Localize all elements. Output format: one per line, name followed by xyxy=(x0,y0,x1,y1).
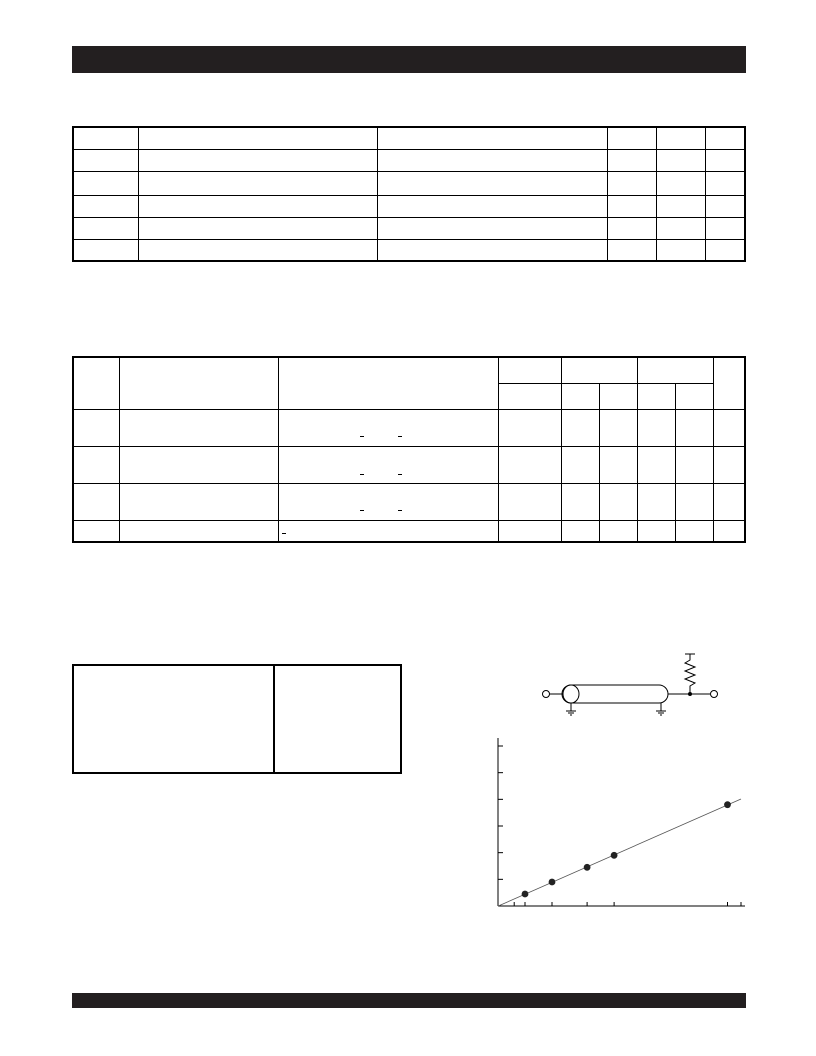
underline-mark xyxy=(398,510,402,511)
info-box xyxy=(72,664,402,774)
load-circuit-diagram xyxy=(530,645,730,725)
pull-up-resistor xyxy=(685,654,695,694)
underline-mark xyxy=(360,436,364,437)
table-row xyxy=(73,127,745,149)
trend-line xyxy=(498,799,741,906)
scatter-chart xyxy=(480,730,750,920)
header-bar xyxy=(72,46,746,73)
underline-mark xyxy=(360,510,364,511)
table-row xyxy=(73,217,745,239)
table-row xyxy=(73,520,745,542)
data-point xyxy=(584,864,591,871)
table-row xyxy=(73,149,745,171)
spec-table-2 xyxy=(72,356,746,543)
table-row xyxy=(73,483,745,520)
data-point xyxy=(611,852,618,859)
coaxial-line xyxy=(562,685,668,703)
info-box-row xyxy=(73,665,401,773)
table-row xyxy=(73,239,745,261)
table-header-row xyxy=(73,357,745,383)
junction-dot xyxy=(688,692,692,696)
underline-mark xyxy=(398,436,402,437)
footer-bar xyxy=(72,993,746,1008)
table-row xyxy=(73,409,745,446)
output-terminal xyxy=(711,691,718,698)
ground-symbol xyxy=(656,703,666,715)
input-terminal xyxy=(543,691,550,698)
table-row xyxy=(73,446,745,483)
underline-mark xyxy=(282,533,286,534)
ground-symbol xyxy=(566,703,576,715)
data-point xyxy=(522,891,529,898)
underline-mark xyxy=(360,474,364,475)
data-point xyxy=(549,879,556,886)
table-row xyxy=(73,195,745,217)
data-point xyxy=(724,801,731,808)
underline-mark xyxy=(398,474,402,475)
spec-table-1 xyxy=(72,126,746,262)
table-row xyxy=(73,171,745,195)
